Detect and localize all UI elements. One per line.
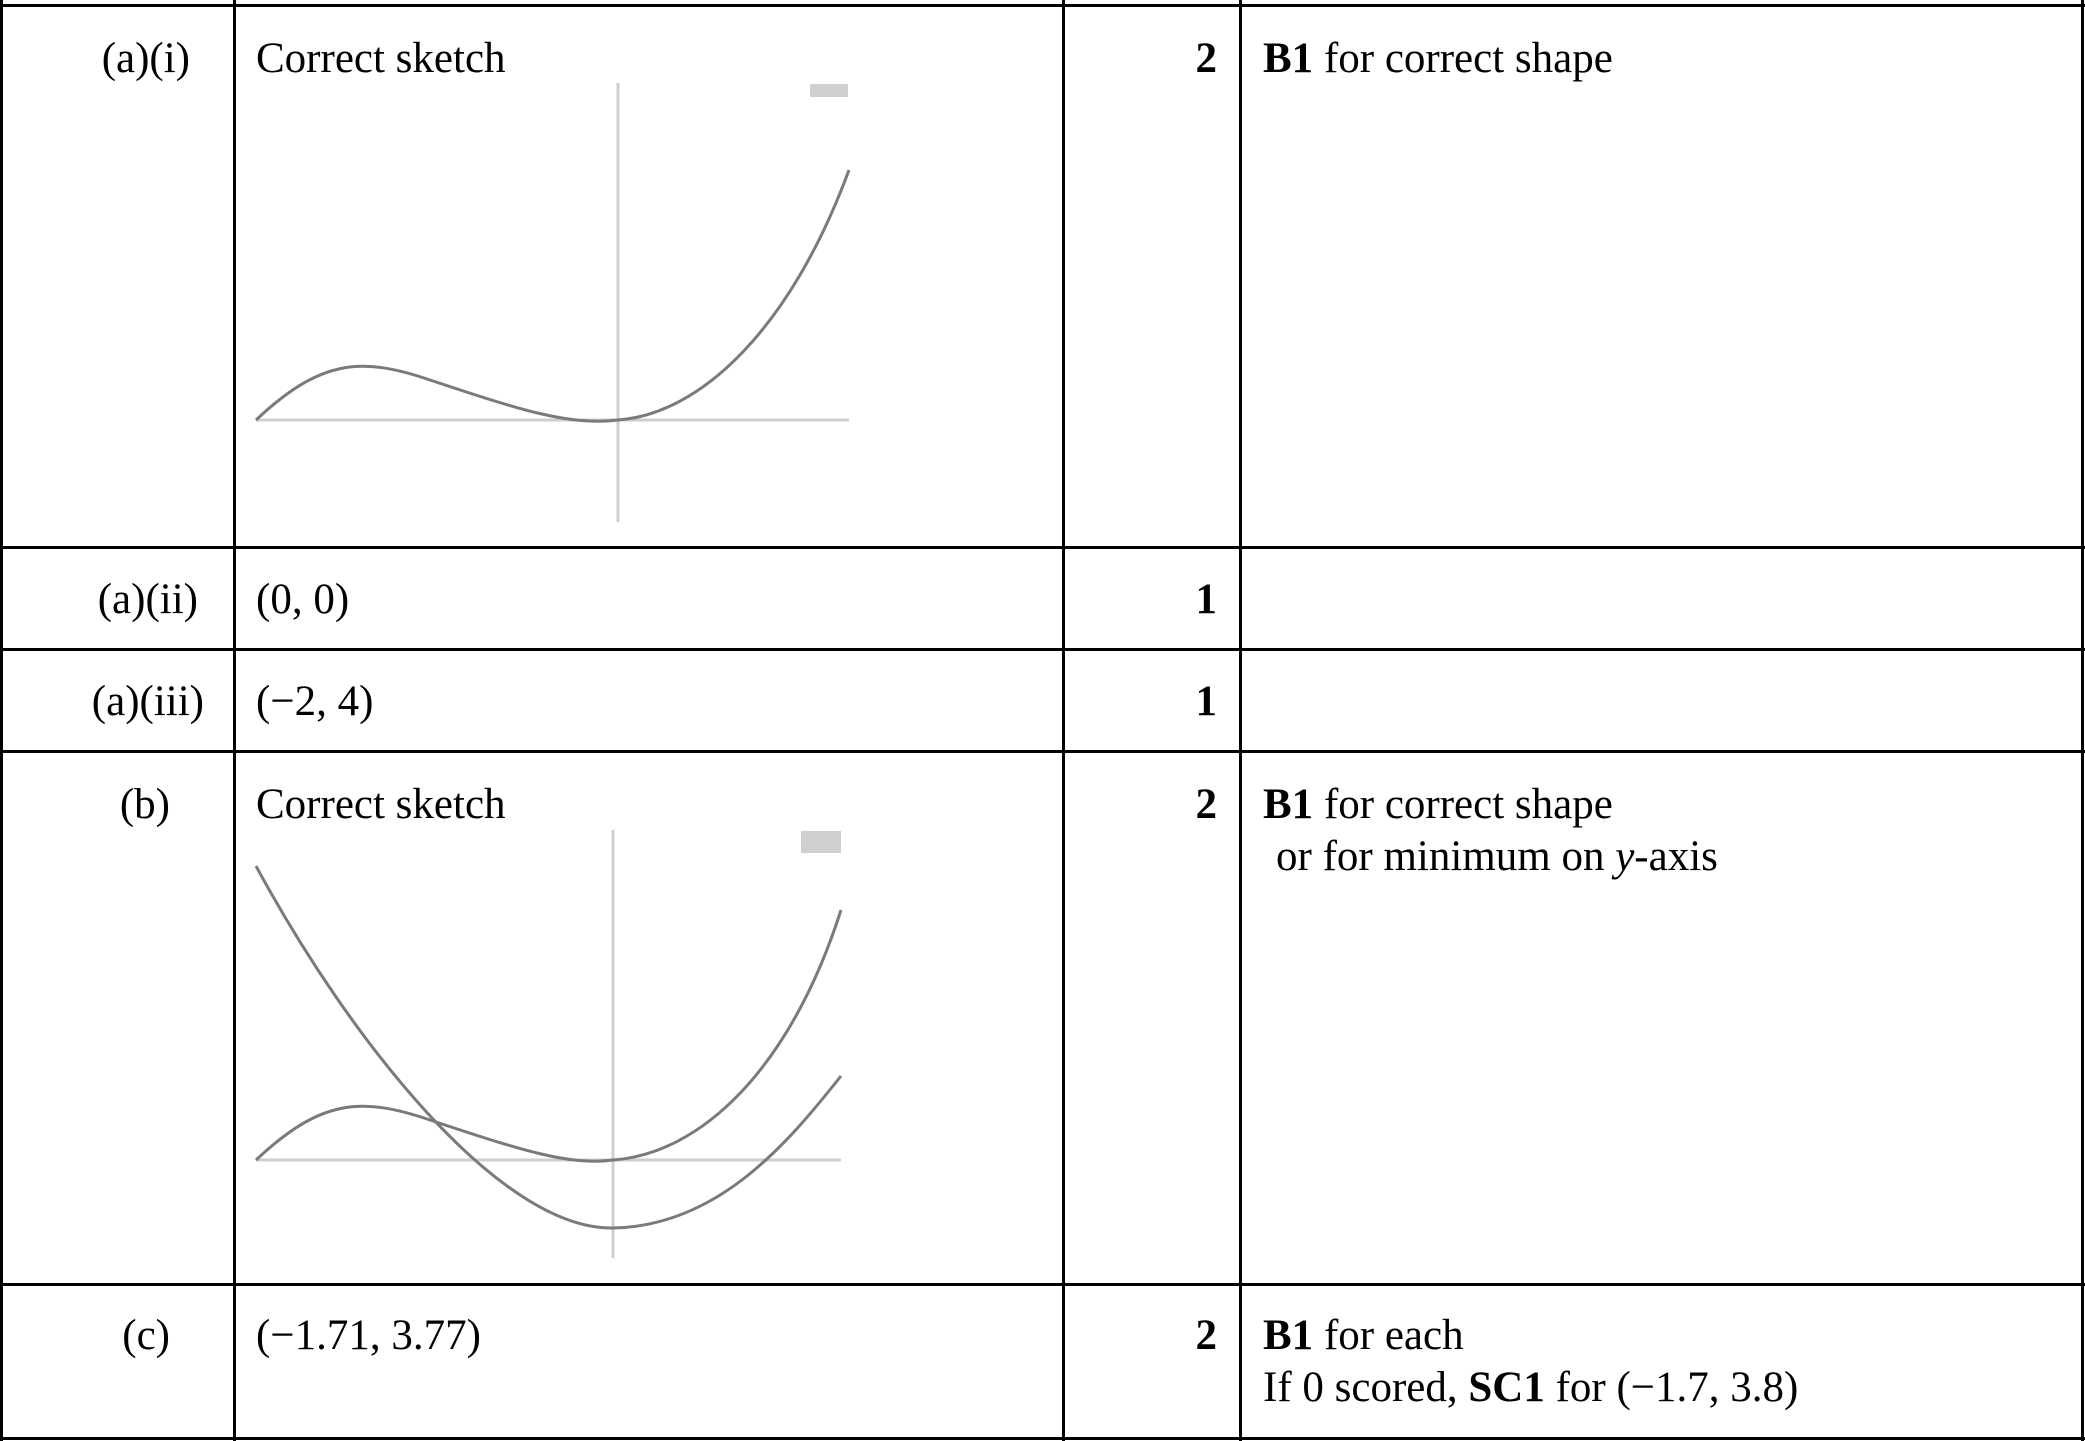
answer-text: Correct sketch bbox=[256, 35, 506, 82]
answer-text: (−1.71, 3.77) bbox=[256, 1312, 481, 1359]
note-text: for each bbox=[1313, 1312, 1464, 1359]
mark-code: SC1 bbox=[1468, 1364, 1545, 1411]
note-text: for correct shape bbox=[1313, 35, 1613, 82]
answer-text: Correct sketch bbox=[256, 781, 506, 828]
part-label: (a)(i) bbox=[101, 35, 190, 82]
marks-value: 1 bbox=[1195, 576, 1217, 623]
cubic-curve bbox=[256, 910, 841, 1161]
note-text: If 0 scored, bbox=[1263, 1364, 1469, 1411]
part-label: (a)(ii) bbox=[97, 576, 198, 623]
mark-code: B1 bbox=[1263, 35, 1314, 82]
marks-value: 2 bbox=[1195, 1312, 1217, 1359]
graph-tag bbox=[801, 831, 841, 853]
answer-text: (−2, 4) bbox=[256, 678, 374, 725]
marks-value: 2 bbox=[1195, 35, 1217, 82]
parabola-curve bbox=[256, 866, 841, 1228]
marks-value: 2 bbox=[1195, 781, 1217, 828]
guidance-note bbox=[1263, 1362, 1798, 1414]
part-label: (a)(iii) bbox=[91, 678, 204, 725]
note-text: or for minimum on bbox=[1276, 833, 1616, 880]
note-text: for (−1.7, 3.8) bbox=[1544, 1364, 1799, 1411]
mark-code: B1 bbox=[1263, 781, 1314, 828]
answer-text: (0, 0) bbox=[256, 576, 350, 623]
note-text: -axis bbox=[1634, 833, 1718, 880]
part-label: (b) bbox=[119, 781, 170, 828]
marks-value: 1 bbox=[1195, 678, 1217, 725]
part-label: (c) bbox=[122, 1312, 170, 1359]
mark-code: B1 bbox=[1263, 1312, 1314, 1359]
guidance-note bbox=[1263, 1310, 1464, 1362]
note-text: for correct shape bbox=[1313, 781, 1613, 828]
note-variable: y bbox=[1615, 833, 1635, 880]
